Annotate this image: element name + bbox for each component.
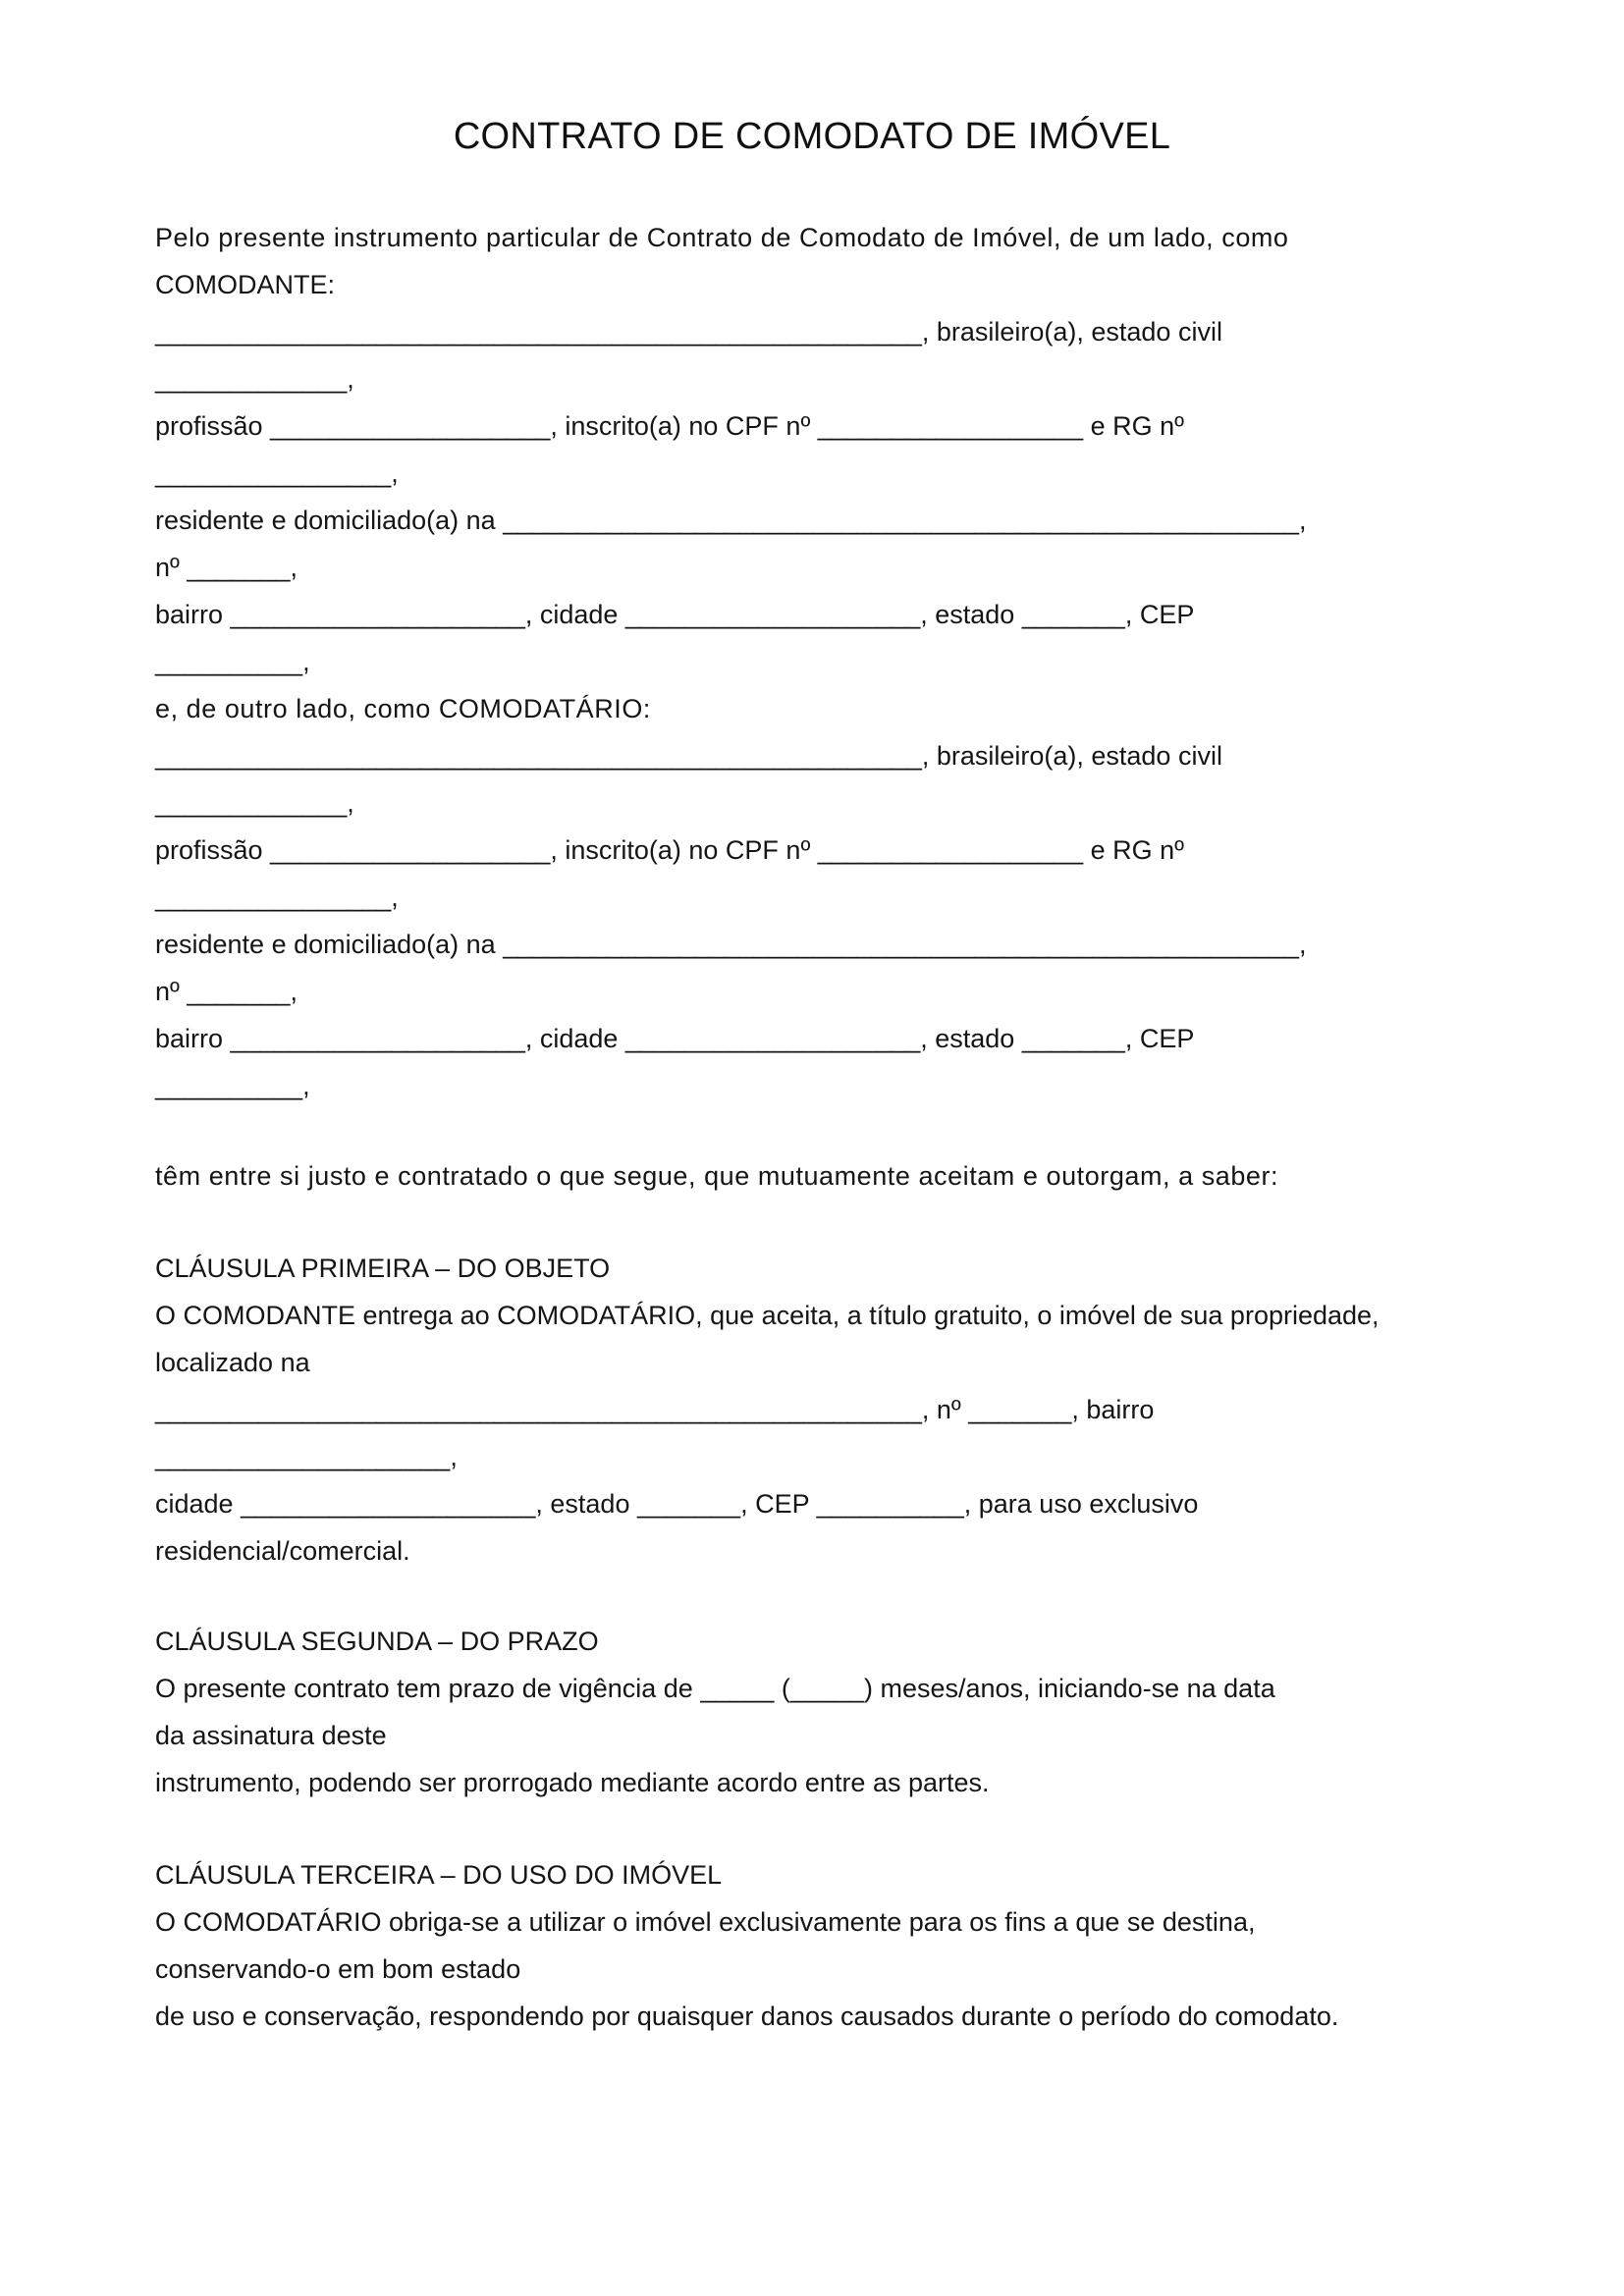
comodatario-cep-line: __________,	[155, 1071, 310, 1100]
clause-one-address-line: ____________________________________________________, nº _______, bairro	[155, 1395, 1155, 1424]
comodatario-rg-line: ________________,	[155, 882, 399, 912]
comodante-district-line: bairro ____________________, cidade ____________________, estado _______, CEP	[155, 600, 1195, 629]
clause-two-text-line: instrumento, podendo ser prorrogado mediante acordo entre as partes.	[155, 1768, 990, 1797]
clause-one-text-line: O COMODANTE entrega ao COMODATÁRIO, que aceita, a título gratuito, o imóvel de sua propriedade,	[155, 1301, 1380, 1330]
comodante-civil-status-line: _____________,	[155, 364, 354, 394]
agreement-line: têm entre si justo e contratado o que segue, que mutuamente aceitam e outorgam, a saber:	[155, 1161, 1279, 1191]
comodatario-profession-line: profissão ___________________, inscrito(a) no CPF nº __________________ e RG nº	[155, 835, 1184, 865]
comodante-rg-line: ________________,	[155, 458, 399, 488]
comodante-address-line: residente e domiciliado(a) na ______________________________________________________,	[155, 506, 1307, 535]
clause-one-text-line: localizado na	[155, 1348, 310, 1377]
comodatario-civil-status-line: _____________,	[155, 788, 354, 818]
comodante-cep-line: __________,	[155, 647, 310, 676]
clause-three-text-line: de uso e conservação, respondendo por quaisquer danos causados durante o período do comodato.	[155, 2002, 1339, 2031]
document-title: CONTRATO DE COMODATO DE IMÓVEL	[453, 116, 1171, 157]
clause-three-text-line: conservando-o em bom estado	[155, 1954, 521, 1984]
comodante-profession-line: profissão ___________________, inscrito(a) no CPF nº __________________ e RG nº	[155, 411, 1184, 441]
comodatario-address-line: residente e domiciliado(a) na ______________________________________________________,	[155, 930, 1307, 959]
intro-line: Pelo presente instrumento particular de Contrato de Comodato de Imóvel, de um lado, como	[155, 223, 1289, 252]
clause-two-text-line: da assinatura deste	[155, 1721, 387, 1750]
clause-two-text-line: O presente contrato tem prazo de vigência de _____ (_____) meses/anos, iniciando-se na data	[155, 1674, 1275, 1703]
clause-three-heading: CLÁUSULA TERCEIRA – DO USO DO IMÓVEL	[155, 1860, 723, 1890]
comodante-name-line: ____________________________________________________, brasileiro(a), estado civil	[155, 317, 1222, 347]
comodatario-district-line: bairro ____________________, cidade ____________________, estado _______, CEP	[155, 1024, 1195, 1053]
clause-one-heading: CLÁUSULA PRIMEIRA – DO OBJETO	[155, 1254, 611, 1283]
comodatario-label: e, de outro lado, como COMODATÁRIO:	[155, 694, 651, 723]
comodante-number-line: nº _______,	[155, 553, 298, 582]
clause-two-heading: CLÁUSULA SEGUNDA – DO PRAZO	[155, 1627, 599, 1656]
clause-one-use-line: residencial/comercial.	[155, 1536, 410, 1566]
clause-one-city-line: cidade ____________________, estado _______, CEP __________, para uso exclusivo	[155, 1489, 1199, 1519]
comodatario-number-line: nº _______,	[155, 977, 298, 1006]
clause-three-text-line: O COMODATÁRIO obriga-se a utilizar o imóvel exclusivamente para os fins a que se destina,	[155, 1907, 1256, 1937]
comodatario-name-line: ____________________________________________________, brasileiro(a), estado civil	[155, 741, 1222, 771]
clause-one-district-line: ____________________,	[155, 1442, 458, 1471]
comodante-label: COMODANTE:	[155, 270, 336, 299]
